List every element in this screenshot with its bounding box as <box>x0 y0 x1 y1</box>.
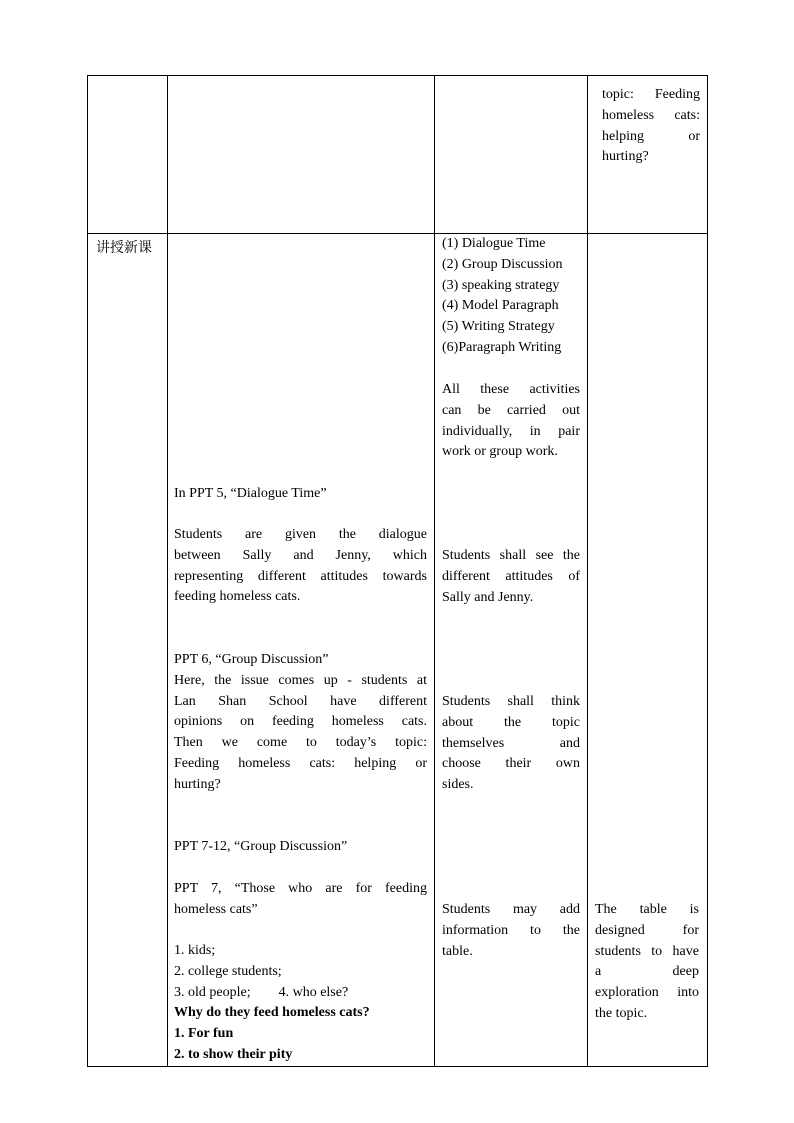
ppt6-response: Students shall think about the topic themselves and choose their own sides. <box>442 694 580 793</box>
ppt7-intro: PPT 7, “Those who are for feeding homeless cats” <box>174 881 427 917</box>
table-cell <box>588 76 708 234</box>
table-row <box>88 76 708 234</box>
ppt7-12-heading: PPT 7-12, “Group Discussion” <box>174 839 348 854</box>
ppt5-response: Students shall see the different attitudes of Sally and Jenny. <box>442 548 580 605</box>
design-note: The table is designed for students to have a deep exploration into the topic. <box>595 902 699 1021</box>
table-cell <box>88 76 168 234</box>
ppt5-heading: In PPT 5, “Dialogue Time” <box>174 486 327 501</box>
activities-list: (1) Dialogue Time (2) Group Discussion (3) speaking strategy (4) Model Paragraph (5) Writing Strategy (6)Paragraph Writing <box>442 236 563 355</box>
stage-label: 讲授新课 <box>96 240 152 256</box>
table-cell <box>168 234 435 1067</box>
table-cell <box>168 76 435 234</box>
table-cell <box>88 234 168 1067</box>
ppt6-description: PPT 6, “Group Discussion” Here, the issue comes up - students at Lan Shan School have different opinions on feeding homeless cats. Then we come to today’s topic: Feeding homeless cats: helping or hurting? <box>174 652 427 792</box>
lesson-plan-table <box>87 75 708 1067</box>
table-cell <box>588 234 708 1067</box>
table-cell <box>435 234 588 1067</box>
table-cell <box>435 76 588 234</box>
ppt7-list: 1. kids; 2. college students; 3. old people; 4. who else? Why do they feed homeless cats? 1. For fun 2. to show their pity <box>174 943 370 1062</box>
ppt7-response: Students may add information to the table. <box>442 902 580 959</box>
activities-note: All these activities can be carried out individually, in pair work or group work. <box>442 382 580 460</box>
topic-text: topic: Feeding homeless cats: helping or hurting? <box>602 87 700 165</box>
ppt5-description: Students are given the dialogue between Sally and Jenny, which representing different attitudes towards feeding homeless cats. <box>174 527 427 605</box>
table-row <box>88 234 708 1067</box>
